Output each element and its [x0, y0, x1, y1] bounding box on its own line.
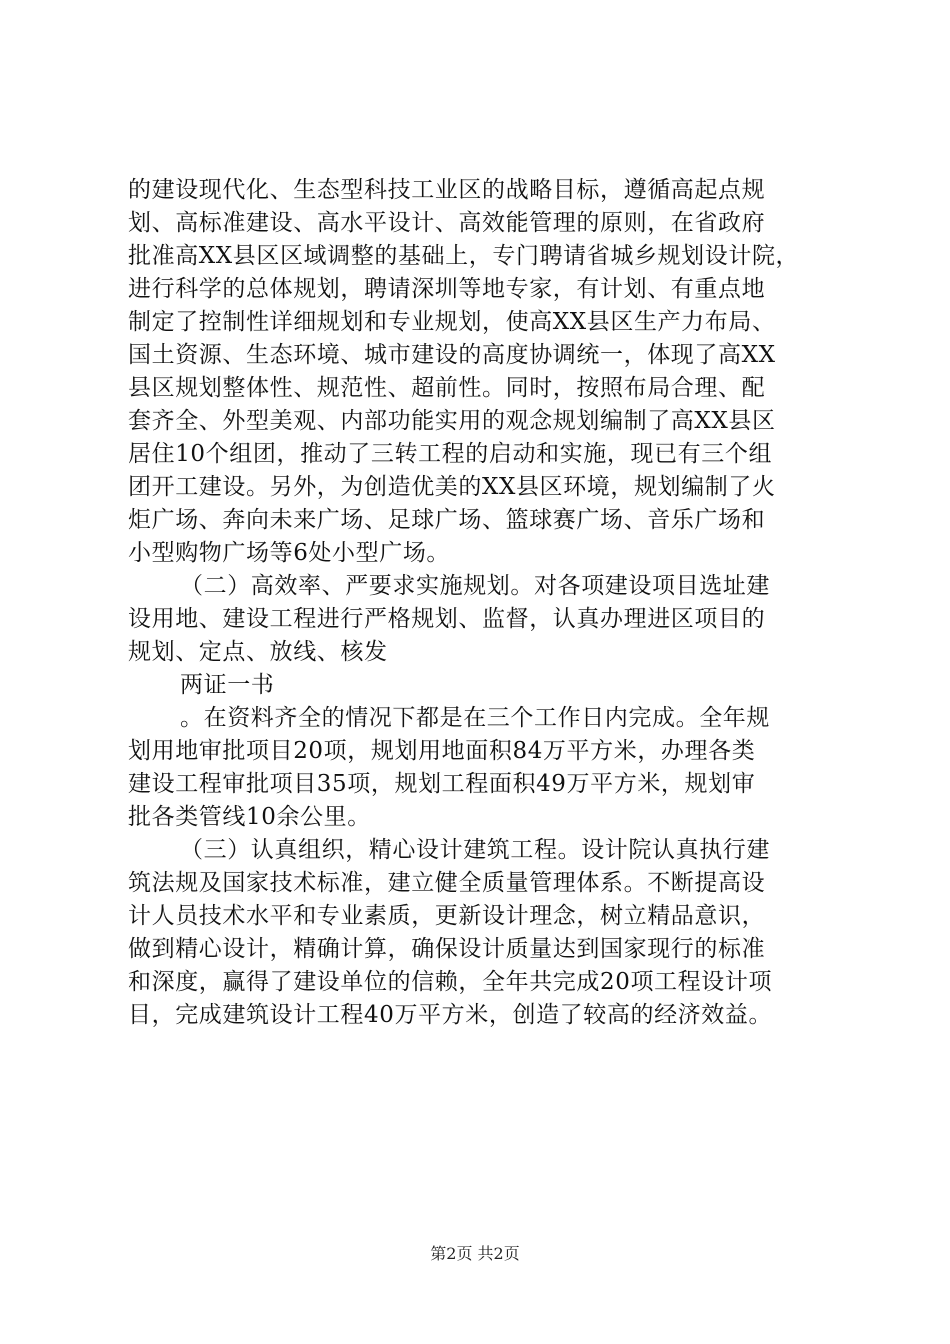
text-line: 制定了控制性详细规划和专业规划，使高XX县区生产力布局、: [128, 309, 776, 335]
text-line: 套齐全、外型美观、内部功能实用的观念规划编制了高XX县区: [128, 408, 776, 434]
text-line: 小型购物广场等6处小型广场。: [128, 540, 451, 566]
text-line: 筑法规及国家技术标准，建立健全质量管理体系。不断提高设: [128, 870, 766, 896]
paragraph-start-line: （三）认真组织，精心设计建筑工程。设计院认真执行建: [180, 837, 770, 863]
text-line: 批各类管线10余公里。: [128, 804, 371, 830]
text-line: 设用地、建设工程进行严格规划、监督，认真办理进区项目的: [128, 606, 766, 632]
text-line: 县区规划整体性、规范性、超前性。同时，按照布局合理、配: [128, 375, 766, 401]
text-line: 炬广场、奔向未来广场、足球广场、篮球赛广场、音乐广场和: [128, 507, 766, 533]
paragraph-start-line: （二）高效率、严要求实施规划。对各项建设项目选址建: [180, 573, 770, 599]
text-line: 团开工建设。另外，为创造优美的XX县区环境，规划编制了火: [128, 474, 776, 500]
text-line: 。在资料齐全的情况下都是在三个工作日内完成。全年规: [180, 705, 770, 731]
text-line: 居住10个组团，推动了三转工程的启动和实施，现已有三个组: [128, 441, 773, 467]
text-line: 目，完成建筑设计工程40万平方米，创造了较高的经济效益。: [128, 1002, 773, 1028]
page-number-label: 第2页 共2页: [430, 1244, 520, 1263]
page-footer: [0, 1243, 950, 1265]
text-line: 规划、定点、放线、核发: [128, 639, 388, 665]
text-line: 划、高标准建设、高水平设计、高效能管理的原则，在省政府: [128, 210, 766, 236]
text-line: 做到精心设计，精确计算，确保设计质量达到国家现行的标准: [128, 936, 766, 962]
document-body: [128, 174, 828, 1032]
text-line: 进行科学的总体规划，聘请深圳等地专家，有计划、有重点地: [128, 276, 766, 302]
text-line: 计人员技术水平和专业素质，更新设计理念，树立精品意识，: [128, 903, 766, 929]
text-line: 国土资源、生态环境、城市建设的高度协调统一，体现了高XX: [128, 342, 776, 368]
text-line: 两证一书: [180, 672, 275, 698]
text-line: 和深度，赢得了建设单位的信赖，全年共完成20项工程设计项: [128, 969, 773, 995]
text-line: 批准高XX县区区域调整的基础上，专门聘请省城乡规划设计院，: [128, 243, 800, 269]
text-line: 建设工程审批项目35项，规划工程面积49万平方米，规划审: [128, 771, 756, 797]
text-line: 划用地审批项目20项，规划用地面积84万平方米，办理各类: [128, 738, 756, 764]
text-line: 的建设现代化、生态型科技工业区的战略目标，遵循高起点规: [128, 177, 766, 203]
